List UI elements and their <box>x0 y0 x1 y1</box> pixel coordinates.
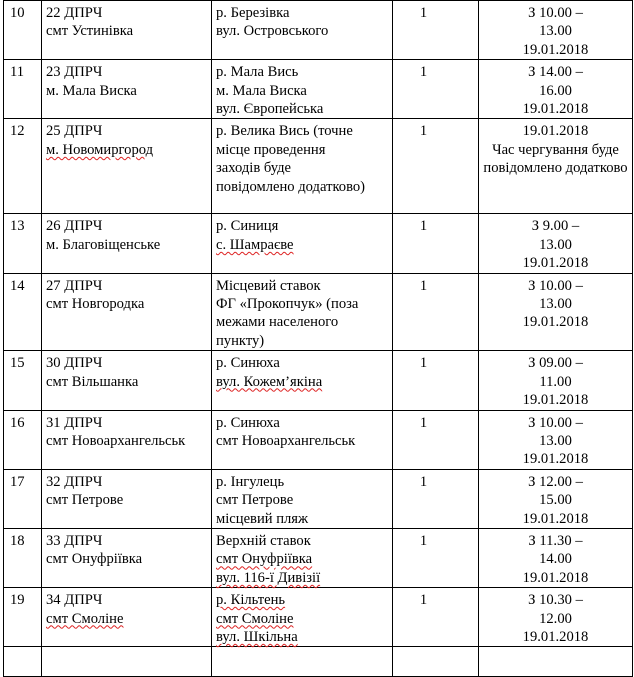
time-line: 13.00 <box>539 236 572 253</box>
unit-cell <box>42 351 212 410</box>
time-line: 19.01.2018 <box>522 255 589 272</box>
unit-cell <box>42 60 212 119</box>
place-line: вул. 116-ї Дивізії <box>216 569 321 586</box>
time-line: З 10.00 – <box>528 5 583 21</box>
time-line: 11.00 <box>539 373 572 390</box>
quantity-cell: 1 <box>393 410 479 469</box>
time-note: Час чергування буде повідомлено додатково <box>483 141 628 177</box>
row-number: 12 <box>4 119 42 214</box>
table-row <box>4 410 633 469</box>
unit-location: смт Вільшанка <box>46 373 139 390</box>
place-line: р. Мала Вись <box>216 64 299 81</box>
place-line: р. Велика Вись (точне <box>216 123 353 140</box>
place-cell <box>212 1 393 60</box>
empty-cell <box>212 647 393 677</box>
place-line: смт Петрове <box>216 492 294 509</box>
place-cell <box>212 351 393 410</box>
place-cell <box>212 214 393 273</box>
place-line: пункту) <box>216 332 265 349</box>
place-line: ФГ «Прокопчук» (поза <box>216 296 359 313</box>
place-line: вул. Європейська <box>216 101 324 118</box>
row-number: 15 <box>4 351 42 410</box>
unit-name: 33 ДПРЧ <box>46 532 103 549</box>
time-cell <box>479 1 633 60</box>
unit-cell <box>42 273 212 351</box>
place-cell <box>212 60 393 119</box>
place-line: смт Новоархангельськ <box>216 432 356 449</box>
place-cell <box>212 469 393 528</box>
row-number: 18 <box>4 528 42 587</box>
time-line: 12.00 <box>539 610 572 627</box>
unit-name: 31 ДПРЧ <box>46 414 103 431</box>
time-cell <box>479 214 633 273</box>
place-line: місце проведення <box>216 141 326 158</box>
unit-name: 27 ДПРЧ <box>46 277 103 294</box>
time-line: З 11.30 – <box>528 532 583 549</box>
place-line: смт Смоліне <box>216 610 294 627</box>
row-number: 10 <box>4 1 42 60</box>
unit-location: смт Онуфріївка <box>46 551 143 568</box>
time-line: З 12.00 – <box>528 473 583 490</box>
quantity-cell: 1 <box>393 588 479 647</box>
empty-cell <box>393 647 479 677</box>
unit-location: смт Новоархангельськ <box>46 432 186 449</box>
time-line: 13.00 <box>539 432 572 449</box>
unit-cell <box>42 588 212 647</box>
place-line: вул. Кожем’якіна <box>216 373 323 390</box>
unit-location: смт Смоліне <box>46 610 124 627</box>
place-cell <box>212 273 393 351</box>
quantity-cell: 1 <box>393 273 479 351</box>
time-line: 15.00 <box>539 492 572 509</box>
time-line: 13.00 <box>539 296 572 313</box>
time-line: 16.00 <box>539 82 572 99</box>
unit-cell <box>42 410 212 469</box>
time-line: З 9.00 – <box>531 218 580 235</box>
table-row <box>4 214 633 273</box>
empty-cell <box>42 647 212 677</box>
unit-location: смт Устинівка <box>46 23 134 40</box>
duty-schedule-table <box>3 0 633 677</box>
place-line: с. Шамраєве <box>216 236 294 253</box>
place-line: заходів буде <box>216 160 292 177</box>
row-number: 11 <box>4 60 42 119</box>
place-cell <box>212 528 393 587</box>
time-cell <box>479 119 633 214</box>
unit-name: 22 ДПРЧ <box>46 5 103 21</box>
place-line: р. Інгулець <box>216 473 285 490</box>
time-line: З 09.00 – <box>528 355 583 372</box>
row-number: 13 <box>4 214 42 273</box>
unit-location: м. Новомиргород <box>46 141 154 158</box>
row-number: 17 <box>4 469 42 528</box>
time-cell <box>479 469 633 528</box>
place-cell <box>212 119 393 214</box>
place-line: р. Кільтень <box>216 592 286 609</box>
empty-cell <box>4 647 42 677</box>
unit-location: смт Петрове <box>46 492 124 509</box>
quantity-cell: 1 <box>393 528 479 587</box>
table-row <box>4 528 633 587</box>
place-line: вул. Островського <box>216 23 329 40</box>
table-row <box>4 351 633 410</box>
row-number: 19 <box>4 588 42 647</box>
unit-name: 26 ДПРЧ <box>46 218 103 235</box>
place-line: смт Онуфріївка <box>216 551 313 568</box>
time-line: З 14.00 – <box>528 64 583 81</box>
table-row <box>4 1 633 60</box>
quantity-cell: 1 <box>393 351 479 410</box>
time-cell <box>479 60 633 119</box>
unit-name: 34 ДПРЧ <box>46 592 103 609</box>
time-cell <box>479 528 633 587</box>
row-number: 16 <box>4 410 42 469</box>
place-line: межами населеного <box>216 314 339 331</box>
place-line: повідомлено додатково) <box>216 178 366 195</box>
place-line: вул. Шкільна <box>216 628 298 645</box>
unit-cell <box>42 528 212 587</box>
time-line: 19.01.2018 <box>522 314 589 331</box>
row-number: 14 <box>4 273 42 351</box>
quantity-cell: 1 <box>393 119 479 214</box>
unit-cell <box>42 214 212 273</box>
place-line: м. Мала Виска <box>216 82 307 99</box>
quantity-cell: 1 <box>393 60 479 119</box>
unit-cell <box>42 1 212 60</box>
unit-name: 25 ДПРЧ <box>46 123 103 140</box>
table-row <box>4 588 633 647</box>
table-row <box>4 273 633 351</box>
place-cell <box>212 588 393 647</box>
time-line: 19.01.2018 <box>522 41 589 58</box>
time-line: 19.01.2018 <box>522 569 589 586</box>
place-line: р. Синюха <box>216 355 280 372</box>
time-line: З 10.00 – <box>528 414 583 431</box>
place-line: р. Синюха <box>216 414 280 431</box>
unit-name: 23 ДПРЧ <box>46 64 103 81</box>
quantity-cell: 1 <box>393 1 479 60</box>
time-cell <box>479 588 633 647</box>
empty-cell <box>479 647 633 677</box>
unit-cell <box>42 469 212 528</box>
place-line: місцевий пляж <box>216 510 309 527</box>
unit-location: м. Благовіщенське <box>46 236 161 253</box>
place-line: Місцевий ставок <box>216 277 321 294</box>
time-line: 14.00 <box>539 551 572 568</box>
unit-name: 30 ДПРЧ <box>46 355 103 372</box>
time-line: 19.01.2018 <box>522 451 589 468</box>
unit-location: м. Мала Виска <box>46 82 137 99</box>
unit-location: смт Новгородка <box>46 296 145 313</box>
table-row <box>4 119 633 214</box>
time-line: 19.01.2018 <box>522 101 589 118</box>
table-row-partial <box>4 647 633 677</box>
place-line: Верхній ставок <box>216 532 311 549</box>
time-line: 13.00 <box>539 23 572 40</box>
place-cell <box>212 410 393 469</box>
time-line: З 10.30 – <box>528 592 583 609</box>
unit-name: 32 ДПРЧ <box>46 473 103 490</box>
time-line: 19.01.2018 <box>522 123 589 140</box>
table-row <box>4 469 633 528</box>
time-line: 19.01.2018 <box>522 628 589 645</box>
table-row <box>4 60 633 119</box>
time-cell <box>479 410 633 469</box>
time-cell <box>479 351 633 410</box>
time-line: 19.01.2018 <box>522 392 589 409</box>
quantity-cell: 1 <box>393 214 479 273</box>
quantity-cell: 1 <box>393 469 479 528</box>
time-line: 19.01.2018 <box>522 510 589 527</box>
time-cell <box>479 273 633 351</box>
place-line: р. Березівка <box>216 5 290 21</box>
time-line: З 10.00 – <box>528 277 583 294</box>
place-line: р. Синиця <box>216 218 279 235</box>
unit-cell <box>42 119 212 214</box>
